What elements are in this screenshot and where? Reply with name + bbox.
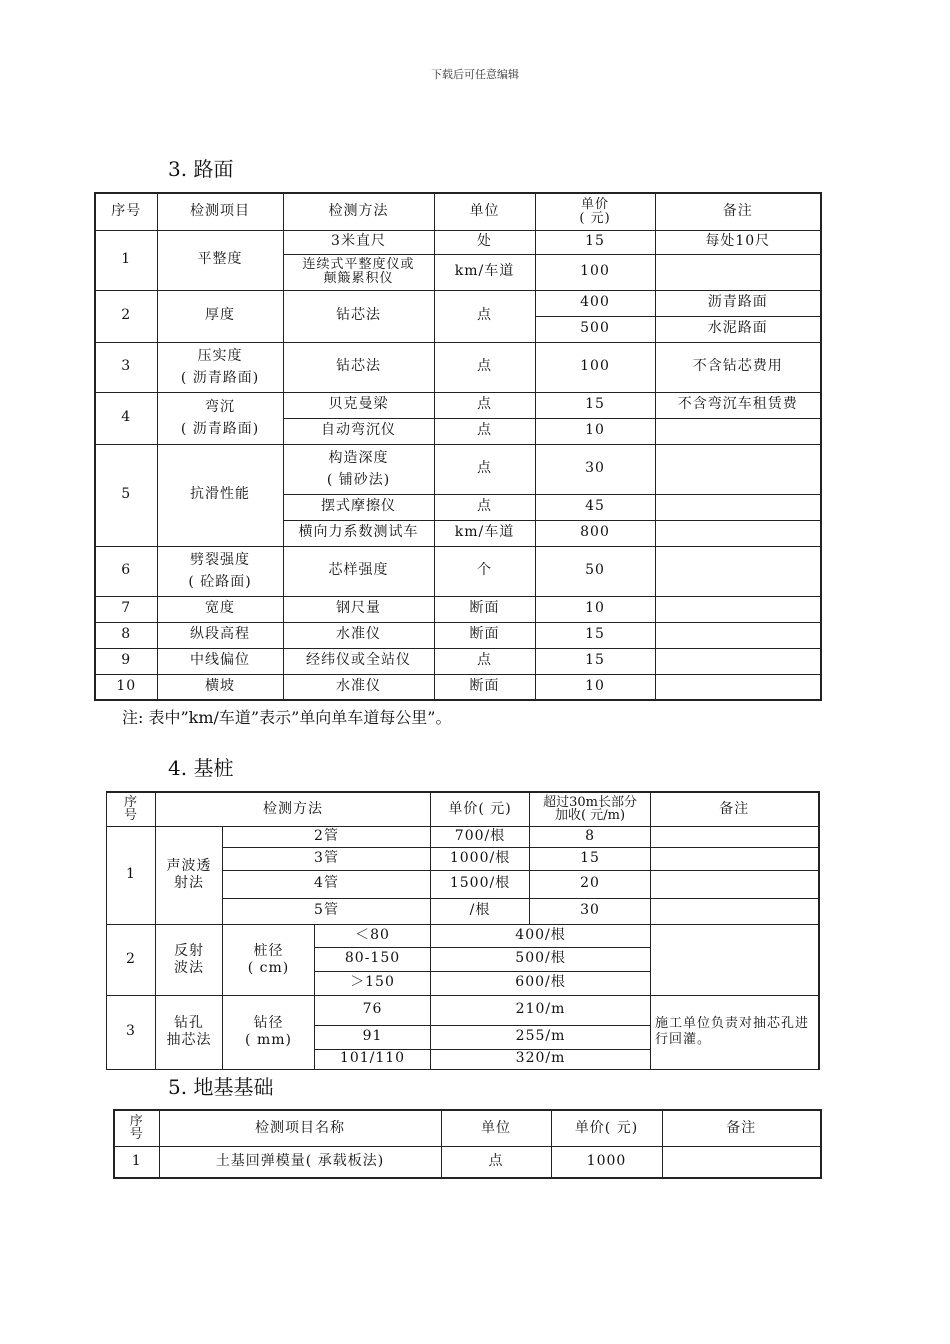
table-row (95, 392, 821, 418)
unit: km/车道 (434, 254, 535, 290)
table-row (95, 622, 821, 648)
header-cell: 序 号 (107, 792, 156, 826)
table-row (107, 924, 819, 947)
remark (655, 444, 821, 494)
test-item: 劈裂强度 ( 砼路面) (157, 546, 283, 596)
remark: 不含弯沉车租赁费 (655, 392, 821, 418)
row-number: 1 (114, 1146, 159, 1178)
table-row (95, 546, 821, 596)
price: 400 (535, 290, 655, 316)
price: 15 (535, 648, 655, 674)
row-number: 6 (95, 546, 157, 596)
remark (655, 648, 821, 674)
price: 10 (535, 596, 655, 622)
remark (651, 847, 819, 870)
test-method: 钢尺量 (283, 596, 434, 622)
price: 15 (535, 230, 655, 254)
price: 30 (535, 444, 655, 494)
unit: 点 (434, 494, 535, 520)
test-method: 构造深度 ( 铺砂法) (283, 444, 434, 494)
header-cell: 检测项目 (157, 193, 283, 230)
test-item: 弯沉 ( 沥青路面) (157, 392, 283, 444)
section-title-pavement: 3. 路面 (168, 157, 234, 181)
header-cell: 单价( 元) (551, 1110, 662, 1146)
remark (655, 520, 821, 546)
header-cell: 超过30m长部分 加收( 元/m) (530, 792, 651, 826)
remark (655, 674, 821, 700)
table-row (95, 648, 821, 674)
row-number: 3 (95, 342, 157, 392)
pavement-table (94, 192, 822, 701)
unit: km/车道 (434, 520, 535, 546)
remark (651, 826, 819, 847)
unit: 点 (434, 290, 535, 342)
row-number: 2 (107, 924, 156, 995)
test-method: 贝克曼梁 (283, 392, 434, 418)
table-row (95, 230, 821, 254)
pile-diameter-label: 桩径 ( cm) (223, 924, 315, 995)
test-item: 横坡 (157, 674, 283, 700)
size-range: 101/110 (315, 1049, 431, 1069)
price: 100 (535, 254, 655, 290)
price: 10 (535, 674, 655, 700)
test-method: 水准仪 (283, 674, 434, 700)
row-number: 2 (95, 290, 157, 342)
unit: 点 (441, 1146, 551, 1178)
price: 50 (535, 546, 655, 596)
unit: 处 (434, 230, 535, 254)
remark (655, 622, 821, 648)
unit: 点 (434, 444, 535, 494)
test-method: 连续式平整度仪或 颠簸累积仪 (283, 254, 434, 290)
remark: 施工单位负责对抽芯孔进行回灌。 (651, 995, 819, 1069)
header-cell: 单位 (441, 1110, 551, 1146)
table-row (95, 342, 821, 392)
row-number: 5 (95, 444, 157, 546)
extra-charge: 8 (530, 826, 651, 847)
price: 15 (535, 392, 655, 418)
size-range: 91 (315, 1025, 431, 1049)
table-header-row (114, 1110, 821, 1146)
test-method: 钻芯法 (283, 290, 434, 342)
section-title-foundation: 5. 地基基础 (168, 1075, 274, 1099)
price: 45 (535, 494, 655, 520)
size-range: ＜80 (315, 924, 431, 947)
table-row (95, 290, 821, 316)
table-row (114, 1146, 821, 1178)
remark: 水泥路面 (655, 316, 821, 342)
test-method: 反射 波法 (156, 924, 223, 995)
unit: 个 (434, 546, 535, 596)
piles-table (106, 791, 820, 1070)
test-method: 3米直尺 (283, 230, 434, 254)
extra-charge: 30 (530, 898, 651, 924)
table-row (95, 674, 821, 700)
test-method: 水准仪 (283, 622, 434, 648)
price: 100 (535, 342, 655, 392)
header-cell: 备注 (655, 193, 821, 230)
unit: 断面 (434, 674, 535, 700)
extra-charge: 20 (530, 870, 651, 898)
test-method: 经纬仪或全站仪 (283, 648, 434, 674)
unit: 点 (434, 392, 535, 418)
table-row (107, 826, 819, 847)
table-row (107, 995, 819, 1025)
drill-diameter-label: 钻径 ( mm) (223, 995, 315, 1069)
header-cell: 检测方法 (283, 193, 434, 230)
price: 320/m (431, 1049, 651, 1069)
remark: 沥青路面 (655, 290, 821, 316)
test-method: 摆式摩擦仪 (283, 494, 434, 520)
header-cell: 备注 (662, 1110, 821, 1146)
price: /根 (431, 898, 530, 924)
size-range: 80-150 (315, 947, 431, 971)
test-method: 钻孔 抽芯法 (156, 995, 223, 1069)
unit: 断面 (434, 622, 535, 648)
remark (651, 924, 819, 995)
price: 1500/根 (431, 870, 530, 898)
unit: 点 (434, 418, 535, 444)
price: 1000 (551, 1146, 662, 1178)
test-method: 芯样强度 (283, 546, 434, 596)
remark (655, 254, 821, 290)
pipe-count: 5管 (223, 898, 431, 924)
unit: 点 (434, 648, 535, 674)
pipe-count: 3管 (223, 847, 431, 870)
unit: 点 (434, 342, 535, 392)
page-header: 下载后可任意编辑 (431, 68, 519, 81)
test-item: 土基回弹模量( 承载板法) (159, 1146, 441, 1178)
header-cell: 单价 ( 元) (535, 193, 655, 230)
table-row (95, 444, 821, 494)
section-title-piles: 4. 基桩 (168, 756, 234, 780)
price: 500/根 (431, 947, 651, 971)
test-method: 钻芯法 (283, 342, 434, 392)
header-cell: 序号 (95, 193, 157, 230)
header-cell: 备注 (651, 792, 819, 826)
header-cell: 检测项目名称 (159, 1110, 441, 1146)
header-cell: 序 号 (114, 1110, 159, 1146)
row-number: 1 (107, 826, 156, 924)
remark (651, 870, 819, 898)
test-item: 宽度 (157, 596, 283, 622)
row-number: 9 (95, 648, 157, 674)
remark (651, 898, 819, 924)
table-header-row (107, 792, 819, 826)
price: 1000/根 (431, 847, 530, 870)
foundation-table (113, 1109, 822, 1179)
row-number: 8 (95, 622, 157, 648)
test-method: 横向力系数测试车 (283, 520, 434, 546)
table-header-row (95, 193, 821, 230)
row-number: 4 (95, 392, 157, 444)
remark (655, 546, 821, 596)
pipe-count: 2管 (223, 826, 431, 847)
price: 600/根 (431, 971, 651, 995)
remark (662, 1146, 821, 1178)
header-cell: 单位 (434, 193, 535, 230)
price: 800 (535, 520, 655, 546)
remark: 不含钻芯费用 (655, 342, 821, 392)
row-number: 7 (95, 596, 157, 622)
price: 500 (535, 316, 655, 342)
test-item: 纵段高程 (157, 622, 283, 648)
remark (655, 596, 821, 622)
row-number: 3 (107, 995, 156, 1069)
price: 15 (535, 622, 655, 648)
test-item: 平整度 (157, 230, 283, 290)
remark (655, 418, 821, 444)
remark: 每处10尺 (655, 230, 821, 254)
test-item: 中线偏位 (157, 648, 283, 674)
price: 400/根 (431, 924, 651, 947)
test-method: 自动弯沉仪 (283, 418, 434, 444)
row-number: 1 (95, 230, 157, 290)
size-range: ＞150 (315, 971, 431, 995)
test-method: 声波透 射法 (156, 826, 223, 924)
size-range: 76 (315, 995, 431, 1025)
price: 255/m (431, 1025, 651, 1049)
test-item: 厚度 (157, 290, 283, 342)
table-footnote: 注: 表中”km/车道”表示”单向单车道每公里”。 (122, 708, 452, 727)
price: 210/m (431, 995, 651, 1025)
test-item: 抗滑性能 (157, 444, 283, 546)
pipe-count: 4管 (223, 870, 431, 898)
remark (655, 494, 821, 520)
unit: 断面 (434, 596, 535, 622)
header-cell: 单价( 元) (431, 792, 530, 826)
extra-charge: 15 (530, 847, 651, 870)
row-number: 10 (95, 674, 157, 700)
price: 10 (535, 418, 655, 444)
table-row (95, 596, 821, 622)
header-cell: 检测方法 (156, 792, 431, 826)
test-item: 压实度 ( 沥青路面) (157, 342, 283, 392)
price: 700/根 (431, 826, 530, 847)
